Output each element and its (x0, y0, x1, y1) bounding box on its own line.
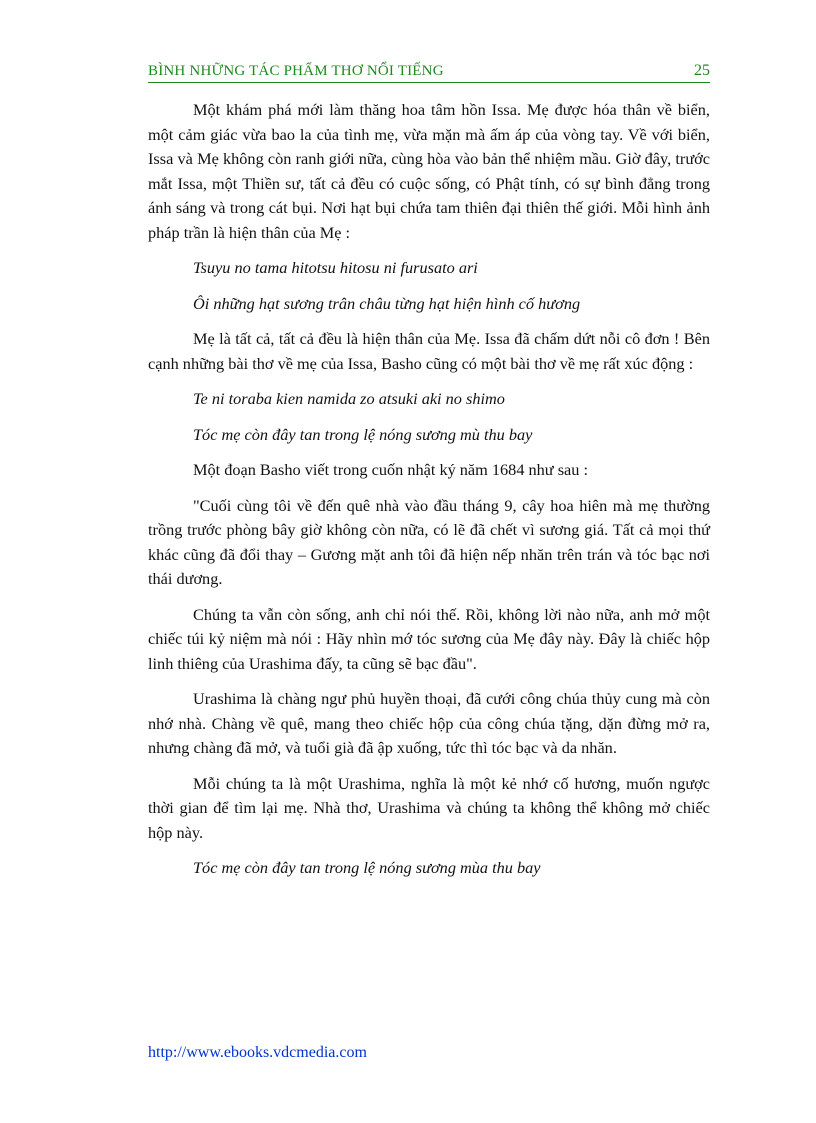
book-title: BÌNH NHỮNG TÁC PHẨM THƠ NỔI TIẾNG (148, 63, 444, 79)
page-body (148, 98, 710, 892)
paragraph-diary-quote-1: "Cuối cùng tôi về đến quê nhà vào đầu tháng 9, cây hoa hiên mà mẹ thường trồng trước phòng bây giờ không còn nữa, có lẽ đã chết vì sương giá. Tất cả mọi thứ khác cũng đã đổi thay – Gương mặt anh tôi đã hiện nếp nhăn trên trán và tóc bạc nơi thái dương. (148, 495, 710, 588)
paragraph-urashima-us: Mỗi chúng ta là một Urashima, nghĩa là một kẻ nhớ cố hương, muốn ngược thời gian để tìm lại mẹ. Nhà thơ, Urashima và chúng ta không thể không mở chiếc hộp này. (148, 773, 710, 842)
footer-url-link[interactable]: http://www.ebooks.vdcmedia.com (148, 1044, 367, 1061)
paragraph-mother-all: Mẹ là tất cả, tất cả đều là hiện thân của Mẹ. Issa đã chấm dứt nỗi cô đơn ! Bên cạnh những bài thơ về mẹ của Issa, Basho cũng có một bài thơ về mẹ rất xúc động : (148, 329, 710, 373)
paragraph-urashima-legend: Urashima là chàng ngư phủ huyền thoại, đã cưới công chúa thủy cung mà còn nhớ nhà. Chàng về quê, mang theo chiếc hộp của công chúa tặng, dặn đừng mở ra, nhưng chàng đã mở, và tuổi già đã ập xuống, tức thì tóc bạc và da nhăn. (148, 689, 710, 757)
paragraph-issa-sea: Một khám phá mới làm thăng hoa tâm hồn Issa. Mẹ được hóa thân về biển, một cảm giác vừa bao la của tình mẹ, vừa mặn mà ấm áp của vòng tay. Về với biển, Issa và Mẹ không còn ranh giới nữa, cùng hòa vào bản thể nhiệm mầu. Giờ đây, trước mắt Issa, một Thiền sư, tất cả đều có cuộc sống, có Phật tính, có sự bình đẳng trong ánh sáng và trong cát bụi. Nơi hạt bụi chứa tam thiên đại thiên thế giới. Mỗi hình ảnh pháp trần là hiện thân của Mẹ : (148, 100, 710, 242)
paragraph-diary-quote-2: Chúng ta vẫn còn sống, anh chỉ nói thế. Rồi, không lời nào nữa, anh mở một chiếc túi kỷ niệm mà nói : Hãy nhìn mớ tóc sương của Mẹ đây này. Đây là chiếc hộp linh thiêng của Urashima đấy, ta cũng sẽ bạc đầu". (148, 604, 710, 673)
haiku-romaji-1: Tsuyu no tama hitotsu hitosu ni furusato ari (193, 258, 478, 277)
haiku-translation-1: Ôi những hạt sương trân châu từng hạt hiện hình cố hương (193, 293, 581, 313)
haiku-romaji-2: Te ni toraba kien namida zo atsuki aki no shimo (193, 389, 505, 408)
page-number: 25 (694, 62, 710, 79)
haiku-translation-3: Tóc mẹ còn đây tan trong lệ nóng sương mùa thu bay (193, 858, 541, 877)
running-header (148, 60, 710, 83)
haiku-translation-2: Tóc mẹ còn đây tan trong lệ nóng sương mù thu bay (193, 424, 533, 444)
paragraph-diary-intro: Một đoạn Basho viết trong cuốn nhật ký năm 1684 như sau : (193, 460, 589, 479)
